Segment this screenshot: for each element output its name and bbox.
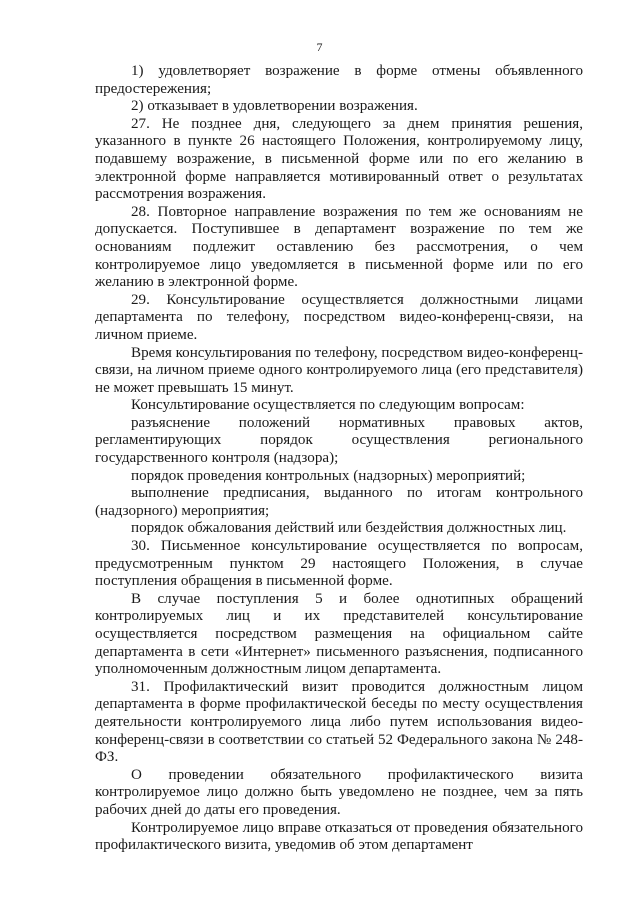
- paragraph-29-topic-1: разъяснение положений нормативных правовых актов, регламентирующих порядок осуществления регионального государственного контроля (надзора);: [95, 414, 583, 467]
- paragraph-31-notice: О проведении обязательного профилактического визита контролируемое лицо должно быть уведомлено не позднее, чем за пять рабочих дней до даты его проведения.: [95, 766, 583, 818]
- paragraph-27: 27. Не позднее дня, следующего за днем принятия решения, указанного в пункте 26 настоящего Положения, контролируемому лицу, подавшему возражение, в письменной форме или по его желанию в электронной форме направляется мотивированный ответ о результатах рассмотрения возражения.: [95, 115, 583, 203]
- paragraph-29-time: Время консультирования по телефону, посредством видео-конференц-связи, на личном приеме одного контролируемого лица (его представителя) не может превышать 15 минут.: [95, 344, 583, 396]
- paragraph-1-2: 2) отказывает в удовлетворении возражения.: [131, 98, 418, 115]
- paragraph-29-topic-2: порядок проведения контрольных (надзорных) мероприятий;: [131, 467, 526, 484]
- paragraph-28: 28. Повторное направление возражения по тем же основаниям не допускается. Поступившее в департамент возражение по тем же основаниям подлежит оставлению без рассмотрения, о чем контролируемое лицо уведомляется в письменной форме или по его желанию в электронной форме.: [95, 203, 583, 291]
- paragraph-30: 30. Письменное консультирование осуществляется по вопросам, предусмотренным пунктом 29 настоящего Положения, в случае поступления обращения в письменной форме.: [95, 538, 583, 590]
- paragraph-31-refusal: Контролируемое лицо вправе отказаться от проведения обязательного профилактического визита, уведомив об этом департамент: [95, 819, 583, 854]
- page-number: 7: [316, 40, 323, 54]
- paragraph-29-topic-3: выполнение предписания, выданного по итогам контрольного (надзорного) мероприятия;: [95, 485, 583, 519]
- document-body: [95, 63, 583, 855]
- paragraph-29-topic-4: порядок обжалования действий или бездействия должностных лиц.: [131, 520, 567, 537]
- paragraph-29: 29. Консультирование осуществляется должностными лицами департамента по телефону, посредством видео-конференц-связи, на личном приеме.: [95, 291, 583, 343]
- paragraph-30-multiple: В случае поступления 5 и более однотипных обращений контролируемых лиц и их представителей консультирование осуществляется посредством размещения на официальном сайте департамента в сети «Интернет» письменного разъяснения, подписанного уполномоченным должностным лицом департамента.: [95, 590, 583, 678]
- paragraph-29-topics: Консультирование осуществляется по следующим вопросам:: [131, 397, 525, 414]
- paragraph-31: 31. Профилактический визит проводится должностным лицом департамента в форме профилактической беседы по месту осуществления деятельности контролируемого лица либо путем использования видео-конференц-связи в соответствии со статьей 52 Федерального закона № 248-ФЗ.: [95, 678, 583, 766]
- paragraph-1-1: 1) удовлетворяет возражение в форме отмены объявленного предостережения;: [95, 63, 583, 97]
